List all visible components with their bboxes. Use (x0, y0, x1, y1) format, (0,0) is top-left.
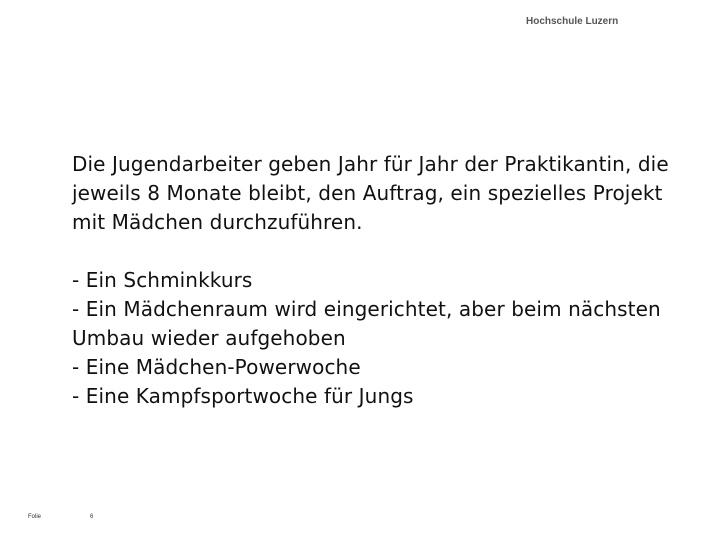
footer-label: Folie (28, 514, 42, 520)
intro-paragraph: Die Jugendarbeiter geben Jahr für Jahr der Praktikantin, die jeweils 8 Monate bleibt, den Auftrag, ein spezielles Projekt mit Mädchen durchzuführen. (72, 152, 669, 234)
list-item: - Eine Mädchen-Powerwoche (72, 355, 361, 379)
list-item: - Ein Mädchenraum wird eingerichtet, aber beim nächsten Umbau wieder aufgehoben (72, 297, 661, 350)
slide-body (72, 150, 692, 411)
list-item: - Ein Schminkkurs (72, 268, 253, 292)
paragraph-spacer (72, 237, 692, 266)
project-list (72, 266, 692, 411)
page-number: 6 (90, 514, 94, 520)
list-item: - Eine Kampfsportwoche für Jungs (72, 384, 414, 408)
brand-logo: Hochschule Luzern (526, 16, 619, 27)
